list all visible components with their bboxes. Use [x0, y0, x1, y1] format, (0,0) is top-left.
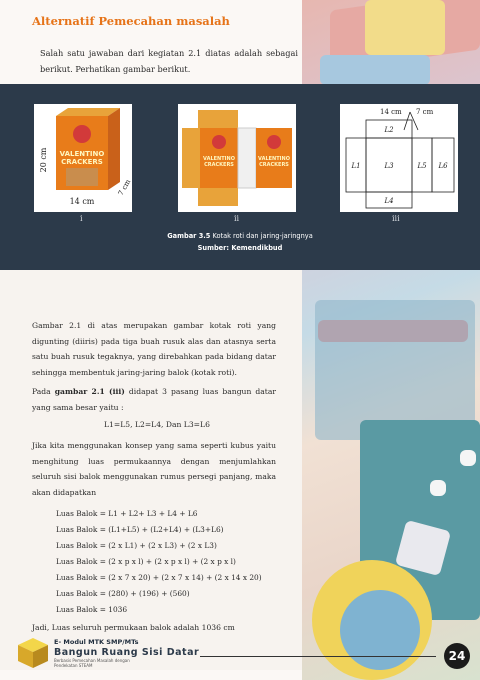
paragraph-2-ref: gambar 2.1 (iii) [54, 387, 125, 396]
net-label-l5: L5 [417, 162, 427, 170]
paragraph-1: Gambar 2.1 di atas merupakan gambar kotak roti yang digunting (diiris) pada tiga buah rusuk alas dan atasnya serta satu buah rusuk tegaknya, yang direbahkan pada bidang datar sehingga membentuk jaring-jaring balok (kotak roti). [32, 321, 276, 377]
net-label-l1: L1 [351, 162, 361, 170]
net-side-dim: 7 cm [416, 108, 434, 116]
box-brand-1: VALENTINO [59, 150, 105, 158]
decor-white-cube [460, 450, 476, 466]
decor-yellow-block [365, 0, 445, 55]
box-net-diagram [340, 104, 458, 212]
figure-caption [0, 232, 480, 240]
footer-divider [200, 656, 436, 657]
footer-module: E- Modul MTK SMP/MTs [54, 638, 139, 646]
decor-blue-ball [340, 590, 420, 670]
decor-blue-shape [320, 55, 430, 85]
figure-label-iii: iii [392, 214, 400, 223]
net-photo-brand-2: CRACKERS [204, 162, 234, 168]
calc-line: Luas Balok = L1 + L2+ L3 + L4 + L6 [56, 509, 198, 518]
net-label-l2: L2 [384, 126, 394, 134]
figure-ii [178, 104, 296, 212]
caption-number: Gambar 3.5 [167, 232, 211, 240]
equalities: L1=L5, L2=L4, Dan L3=L6 [104, 420, 210, 429]
dim-height-label: 20 cm [39, 147, 48, 173]
cube-logo-icon [16, 636, 50, 670]
box-brand-2: CRACKERS [61, 158, 103, 166]
section-heading: Alternatif Pemecahan masalah [32, 14, 230, 28]
net-photo-brand-4: CRACKERS [259, 162, 289, 168]
figure-iii [340, 104, 458, 212]
net-top-dim: 14 cm [380, 108, 402, 116]
intro-paragraph: Salah satu jawaban dari kegiatan 2.1 diatas adalah sebagai berikut. Perhatikan gambar berikut. [40, 48, 298, 74]
figure-label-ii: ii [234, 214, 240, 223]
cracker-box-illustration [34, 104, 132, 212]
cracker-box-net-photo [178, 104, 296, 212]
calc-line: Luas Balok = (2 x L1) + (2 x L3) + (2 x L3) [56, 541, 217, 550]
figure-i [34, 104, 132, 212]
dim-width-label: 7 cm [116, 178, 132, 197]
caption-text: Kotak roti dan jaring-jaringnya [210, 232, 313, 240]
decor-white-cube [430, 480, 446, 496]
paragraph-3: Jika kita menggunakan konsep yang sama seperti kubus yaitu menghitung luas permukaannya dengan menjumlahkan seluruh sisi balok menggunakan rumus persegi panjang, maka akan didapatkan [32, 441, 276, 497]
calc-line: Luas Balok = 1036 [56, 605, 128, 614]
net-label-l6: L6 [438, 162, 448, 170]
net-label-l4: L4 [384, 197, 394, 205]
page-number: 24 [444, 643, 470, 669]
figure-band [0, 84, 480, 270]
calc-line: Luas Balok = (2 x p x l) + (2 x p x l) + (2 x p x l) [56, 557, 236, 566]
paragraph-2-post: didapat 3 pasang luas bangun datar yang sama besar yaitu : [32, 387, 276, 412]
paragraph-2 [32, 384, 276, 415]
footer-title: Bangun Ruang Sisi Datar [54, 647, 200, 658]
paragraph-2-pre: Pada [32, 387, 55, 396]
calc-line: Luas Balok = (2 x 7 x 20) + (2 x 7 x 14) + (2 x 14 x 20) [56, 573, 262, 582]
figure-source: Sumber: Kemendikbud [197, 244, 283, 252]
decor-blue-block [315, 300, 475, 440]
net-photo-brand-1: VALENTINO [203, 156, 235, 162]
footer-subtitle: Berbasis Pemecahan Masalah dengan Pendekatan STEAM [54, 658, 130, 668]
net-photo-brand-3: VALENTINO [258, 156, 290, 162]
dim-length-label: 14 cm [69, 197, 95, 206]
conclusion: Jadi, Luas seluruh permukaan balok adalah 1036 cm [32, 623, 235, 632]
net-label-l3: L3 [384, 162, 394, 170]
calc-line: Luas Balok = (L1+L5) + (L2+L4) + (L3+L6) [56, 525, 224, 534]
calc-line: Luas Balok = (280) + (196) + (560) [56, 589, 190, 598]
figure-label-i: i [80, 214, 83, 223]
